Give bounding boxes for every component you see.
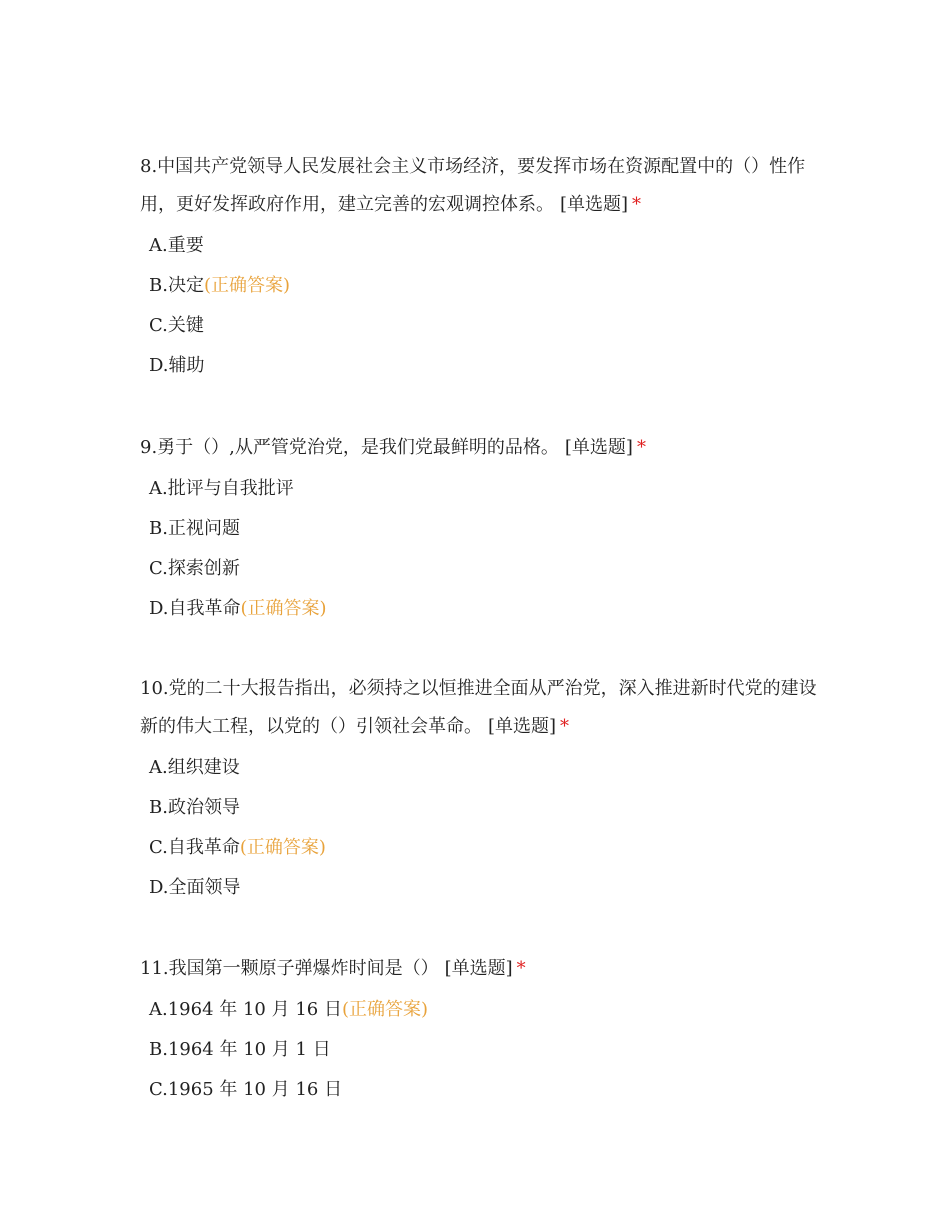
question-10	[140, 670, 820, 908]
option-text: A.1964 年 10 月 16 日	[149, 999, 342, 1020]
option-text: D.自我革命	[149, 598, 241, 619]
option-b	[140, 788, 820, 828]
required-mark: *	[632, 194, 642, 215]
option-d	[140, 589, 646, 629]
option-text: D.全面领导	[149, 877, 241, 898]
question-text: 10.党的二十大报告指出，必须持之以恒推进全面从严治党，深入推进新时代党的建设新的伟大工程，以党的（）引领社会革命。	[140, 678, 817, 737]
question-title	[140, 670, 820, 746]
option-c	[140, 549, 646, 589]
option-a	[140, 226, 820, 266]
correct-answer-label: (正确答案)	[203, 275, 290, 296]
option-c	[140, 306, 820, 346]
required-mark: *	[560, 716, 570, 737]
question-8	[140, 148, 820, 386]
option-a	[140, 990, 526, 1030]
option-text: A.重要	[149, 235, 204, 256]
option-list	[140, 226, 820, 386]
option-text: B.决定	[149, 275, 204, 296]
option-b	[140, 1030, 526, 1070]
option-text: A.批评与自我批评	[149, 478, 294, 499]
question-11	[140, 950, 526, 1110]
option-list	[140, 469, 646, 629]
option-d	[140, 868, 820, 908]
question-type-label: [单选题]	[488, 716, 557, 737]
question-title	[140, 148, 820, 224]
option-text: C.探索创新	[149, 558, 240, 579]
question-text: 8.中国共产党领导人民发展社会主义市场经济，要发挥市场在资源配置中的（）性作用，更好发挥政府作用，建立完善的宏观调控体系。	[140, 156, 806, 215]
option-b	[140, 266, 820, 306]
required-mark: *	[636, 437, 646, 458]
question-title	[140, 950, 526, 988]
correct-answer-label: (正确答案)	[240, 598, 327, 619]
option-list	[140, 990, 526, 1110]
question-text: 11.我国第一颗原子弹爆炸时间是（）	[140, 958, 439, 979]
option-text: C.关键	[149, 315, 204, 336]
option-text: D.辅助	[149, 355, 205, 376]
question-9	[140, 429, 646, 629]
option-d	[140, 346, 820, 386]
correct-answer-label: (正确答案)	[239, 837, 326, 858]
option-text: B.1964 年 10 月 1 日	[149, 1039, 331, 1060]
option-b	[140, 509, 646, 549]
question-title	[140, 429, 646, 467]
question-type-label: [单选题]	[564, 437, 633, 458]
option-text: A.组织建设	[149, 757, 240, 778]
required-mark: *	[516, 958, 526, 979]
option-a	[140, 748, 820, 788]
option-text: B.政治领导	[149, 797, 240, 818]
option-c	[140, 1070, 526, 1110]
correct-answer-label: (正确答案)	[341, 999, 428, 1020]
option-c	[140, 828, 820, 868]
option-text: B.正视问题	[149, 518, 240, 539]
question-type-label: [单选题]	[444, 958, 513, 979]
question-text: 9.勇于（）,从严管党治党，是我们党最鲜明的品格。	[140, 437, 559, 458]
option-text: C.自我革命	[149, 837, 240, 858]
option-list	[140, 748, 820, 908]
question-type-label: [单选题]	[560, 194, 629, 215]
option-a	[140, 469, 646, 509]
option-text: C.1965 年 10 月 16 日	[149, 1079, 343, 1100]
